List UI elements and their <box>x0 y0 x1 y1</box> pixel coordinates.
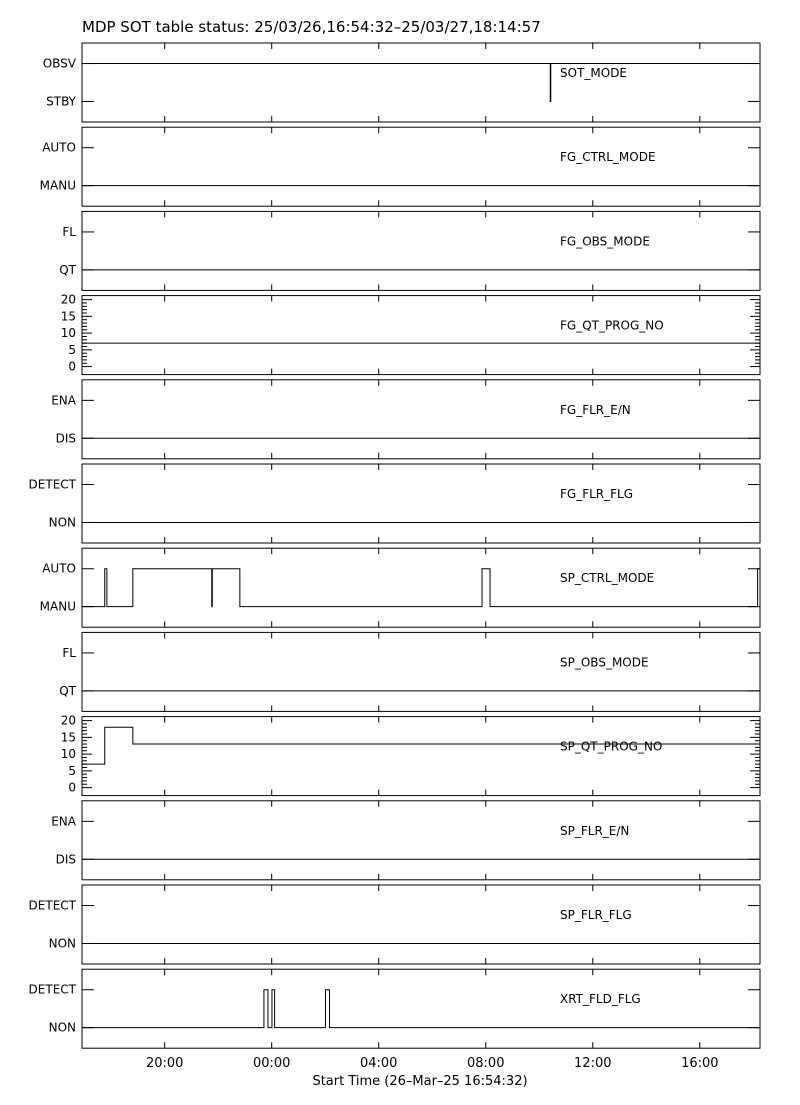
y-tick-label: STBY <box>46 94 76 109</box>
panel-frame <box>82 211 760 290</box>
y-tick-label: DIS <box>55 852 76 867</box>
y-tick-label: QT <box>59 683 76 698</box>
y-tick-label: DIS <box>55 431 76 446</box>
series-line <box>82 990 760 1028</box>
y-tick-label: QT <box>59 262 76 277</box>
y-tick-label: 0 <box>68 780 76 795</box>
y-tick-label: MANU <box>39 178 76 193</box>
panel <box>40 548 760 627</box>
series-label: SP_QT_PROG_NO <box>560 739 663 754</box>
x-tick-label: 00:00 <box>252 1056 291 1072</box>
y-tick-label: 10 <box>60 326 76 341</box>
series-line <box>82 569 760 607</box>
y-tick-label: 0 <box>68 359 76 374</box>
y-tick-label: MANU <box>39 599 76 614</box>
y-tick-label: DETECT <box>28 898 76 913</box>
panel <box>59 632 760 711</box>
y-tick-label: ENA <box>51 393 76 408</box>
y-tick-label: DETECT <box>28 982 76 997</box>
y-tick-label: 10 <box>60 747 76 762</box>
panel <box>61 293 760 375</box>
y-tick-label: NON <box>48 936 76 951</box>
panel <box>43 43 760 122</box>
y-tick-label: FL <box>62 224 76 239</box>
x-tick-label: 12:00 <box>574 1056 612 1072</box>
y-tick-label: 20 <box>60 292 76 307</box>
y-tick-label: ENA <box>51 814 76 829</box>
panel <box>29 969 760 1048</box>
y-tick-label: AUTO <box>42 140 76 155</box>
y-tick-label: NON <box>48 1020 76 1035</box>
series-label: FG_CTRL_MODE <box>560 150 656 165</box>
chart-title: MDP SOT table status: 25/03/26,16:54:32–25/03/27,18:14:57 <box>82 18 541 36</box>
series-label: XRT_FLD_FLG <box>560 992 641 1007</box>
panel <box>29 464 760 543</box>
x-tick-label: 08:00 <box>467 1056 505 1072</box>
panel-frame <box>82 632 760 711</box>
x-tick-label: 20:00 <box>145 1056 184 1072</box>
y-tick-label: 15 <box>60 730 76 745</box>
panel-frame <box>82 885 760 964</box>
series-label: SP_FLR_E/N <box>560 823 630 838</box>
y-tick-label: 20 <box>60 713 76 728</box>
panel <box>61 714 760 796</box>
series-line <box>82 64 760 102</box>
panel <box>51 801 760 880</box>
panel-frame <box>82 127 760 206</box>
y-tick-label: NON <box>48 515 76 530</box>
series-label: FG_QT_PROG_NO <box>560 318 664 333</box>
panel <box>51 380 760 459</box>
x-tick-label: 16:00 <box>681 1056 719 1072</box>
y-tick-label: OBSV <box>42 56 76 71</box>
series-label: SP_FLR_FLG <box>560 908 632 922</box>
panel-frame <box>82 801 760 880</box>
panel-frame <box>82 548 760 627</box>
y-tick-label: 15 <box>60 309 76 324</box>
series-label: SP_CTRL_MODE <box>560 571 655 586</box>
series-label: FG_FLR_FLG <box>560 487 634 501</box>
panel-frame <box>82 464 760 543</box>
panels <box>29 43 760 1048</box>
panel <box>40 127 760 206</box>
series-label: FG_FLR_E/N <box>560 402 631 417</box>
panel-frame <box>82 717 760 796</box>
panel-frame <box>82 296 760 375</box>
y-tick-label: AUTO <box>42 561 76 576</box>
x-tick-label: 04:00 <box>359 1056 398 1072</box>
series-label: SP_OBS_MODE <box>560 655 649 670</box>
x-axis-label: Start Time (26–Mar–25 16:54:32) <box>312 1074 528 1089</box>
panel <box>59 211 760 290</box>
y-tick-label: 5 <box>68 763 76 778</box>
panel-frame <box>82 43 760 122</box>
panel-frame <box>82 380 760 459</box>
panel-frame <box>82 969 760 1048</box>
panel <box>29 885 760 964</box>
y-tick-label: DETECT <box>28 477 76 492</box>
series-label: FG_OBS_MODE <box>560 234 650 249</box>
y-tick-label: FL <box>62 645 76 660</box>
series-label: SOT_MODE <box>560 66 628 80</box>
y-tick-label: 5 <box>68 342 76 357</box>
x-axis <box>146 1056 719 1071</box>
